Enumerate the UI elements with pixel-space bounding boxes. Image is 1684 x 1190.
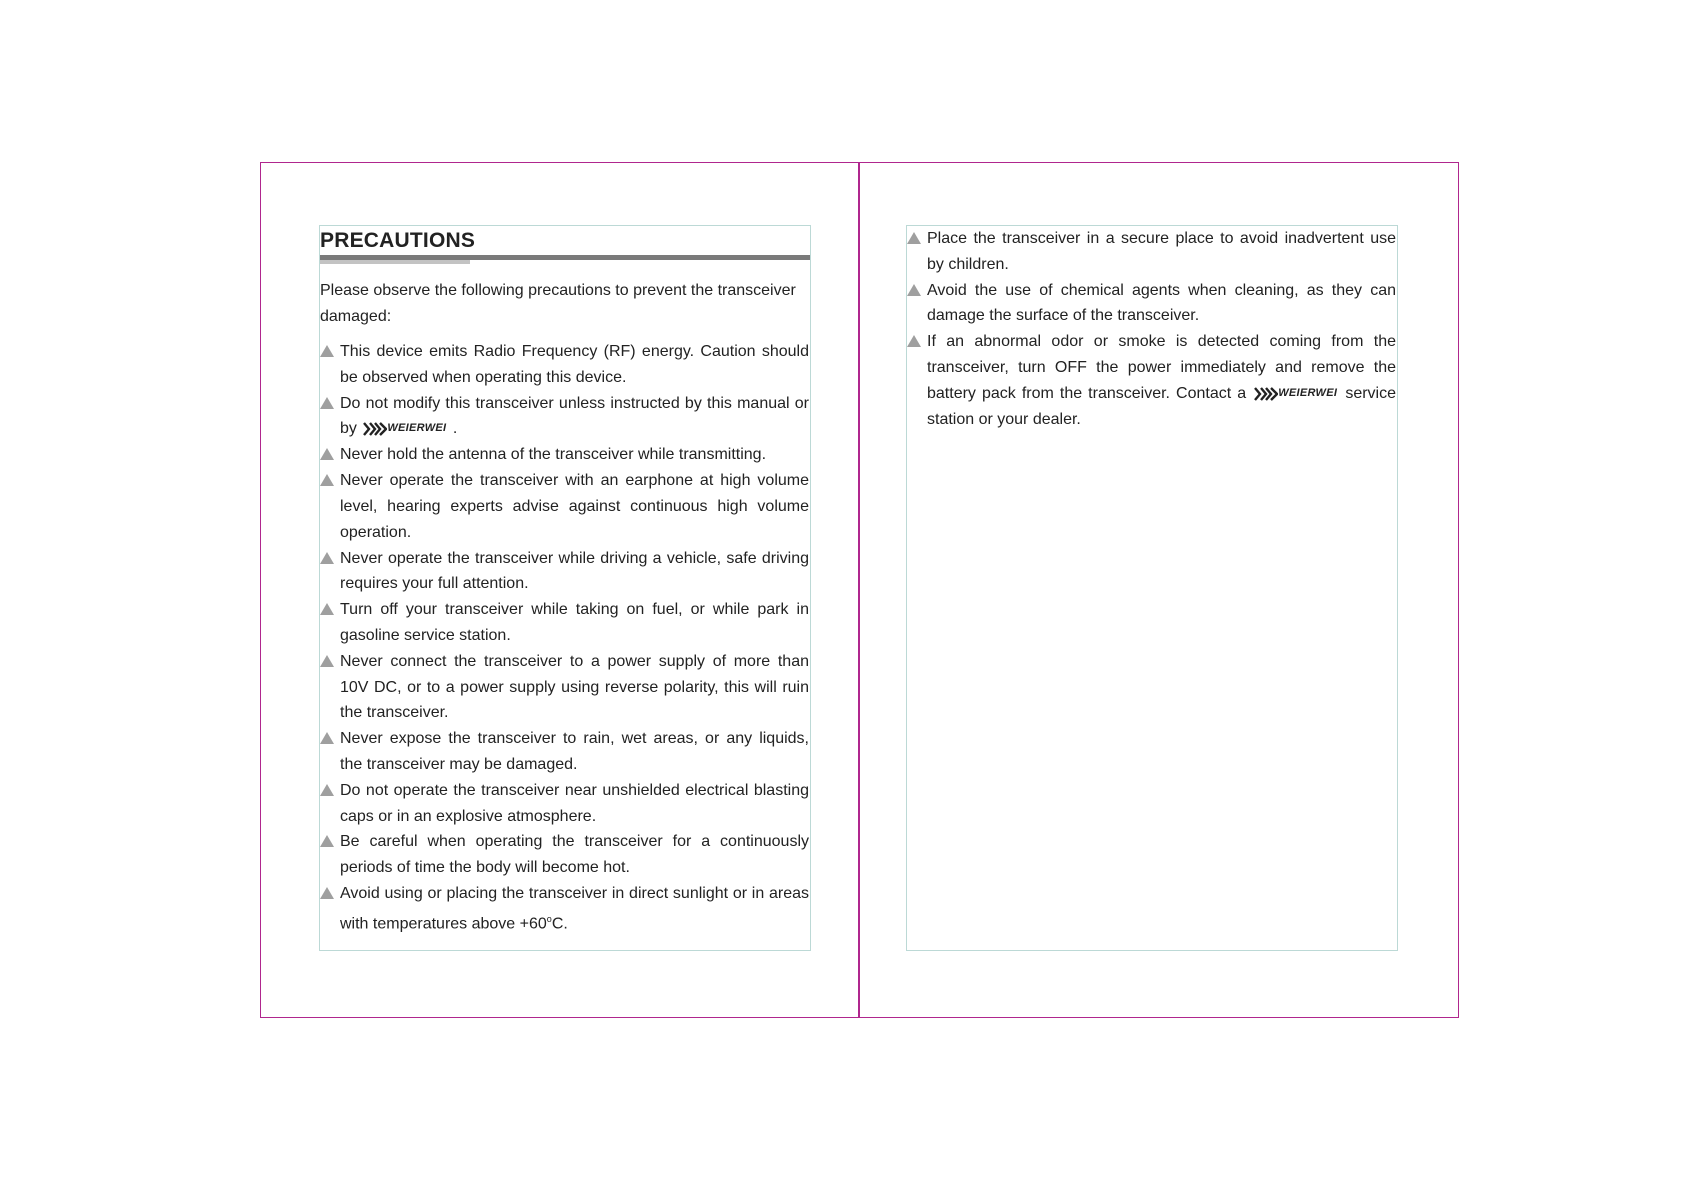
list-item: Turn off your transceiver while taking on fuel, or while park in gasoline service station.	[320, 597, 809, 649]
list-item: Do not modify this transceiver unless instructed by this manual or by WEIERWEI .	[320, 391, 809, 443]
list-item: If an abnormal odor or smoke is detected coming from the transceiver, turn OFF the power immediately and remove the battery pack from the transceiver. Contact a WEIERWEI service station or your dealer.	[907, 329, 1396, 432]
list-item: Do not operate the transceiver near unshielded electrical blasting caps or in an explosive atmosphere.	[320, 778, 809, 830]
list-item: Avoid the use of chemical agents when cleaning, as they can damage the surface of the transceiver.	[907, 278, 1396, 330]
left-page-panel	[319, 225, 811, 951]
list-item: Never hold the antenna of the transceiver while transmitting.	[320, 442, 809, 468]
left-page-content	[320, 226, 809, 937]
warning-triangle-icon	[320, 345, 334, 357]
brand-wordmark: WEIERWEI	[1278, 386, 1338, 399]
warning-triangle-icon	[907, 284, 921, 296]
list-item: Never operate the transceiver while driving a vehicle, safe driving requires your full attention.	[320, 546, 809, 598]
list-item: Never expose the transceiver to rain, wet areas, or any liquids, the transceiver may be damaged.	[320, 726, 809, 778]
list-item: Never operate the transceiver with an earphone at high volume level, hearing experts advise against continuous high volume operation.	[320, 468, 809, 545]
warning-triangle-icon	[320, 397, 334, 409]
page-spine	[858, 162, 860, 1018]
weierwei-logo	[363, 416, 446, 442]
warning-triangle-icon	[907, 335, 921, 347]
degree-mark: o	[546, 913, 552, 924]
intro-paragraph: Please observe the following precautions to prevent the transceiver damaged:	[320, 282, 796, 325]
weierwei-logo-icon	[1254, 387, 1278, 401]
brand-wordmark: WEIERWEI	[387, 422, 447, 435]
weierwei-logo	[1254, 381, 1337, 407]
page-title: PRECAUTIONS	[320, 229, 476, 252]
list-item: This device emits Radio Frequency (RF) energy. Caution should be observed when operating this device.	[320, 339, 809, 391]
warning-triangle-icon	[320, 474, 334, 486]
warning-triangle-icon	[907, 232, 921, 244]
warning-triangle-icon	[320, 603, 334, 615]
list-item: Be careful when operating the transceiver for a continuously periods of time the body will become hot.	[320, 829, 809, 881]
right-page-content	[907, 226, 1396, 433]
right-page-panel	[906, 225, 1398, 951]
warning-triangle-icon	[320, 887, 334, 899]
title-underline	[320, 255, 809, 264]
list-item: Place the transceiver in a secure place to avoid inadvertent use by children.	[907, 226, 1396, 278]
warning-triangle-icon	[320, 552, 334, 564]
weierwei-logo-icon	[363, 422, 387, 436]
warning-triangle-icon	[320, 732, 334, 744]
warning-triangle-icon	[320, 835, 334, 847]
warning-triangle-icon	[320, 448, 334, 460]
warning-triangle-icon	[320, 655, 334, 667]
list-item: Avoid using or placing the transceiver in direct sunlight or in areas with temperatures above $+60^oC$.	[320, 881, 809, 937]
warning-triangle-icon	[320, 784, 334, 796]
list-item: Never connect the transceiver to a power supply of more than 10V DC, or to a power supply using reverse polarity, this will ruin the transceiver.	[320, 649, 809, 726]
